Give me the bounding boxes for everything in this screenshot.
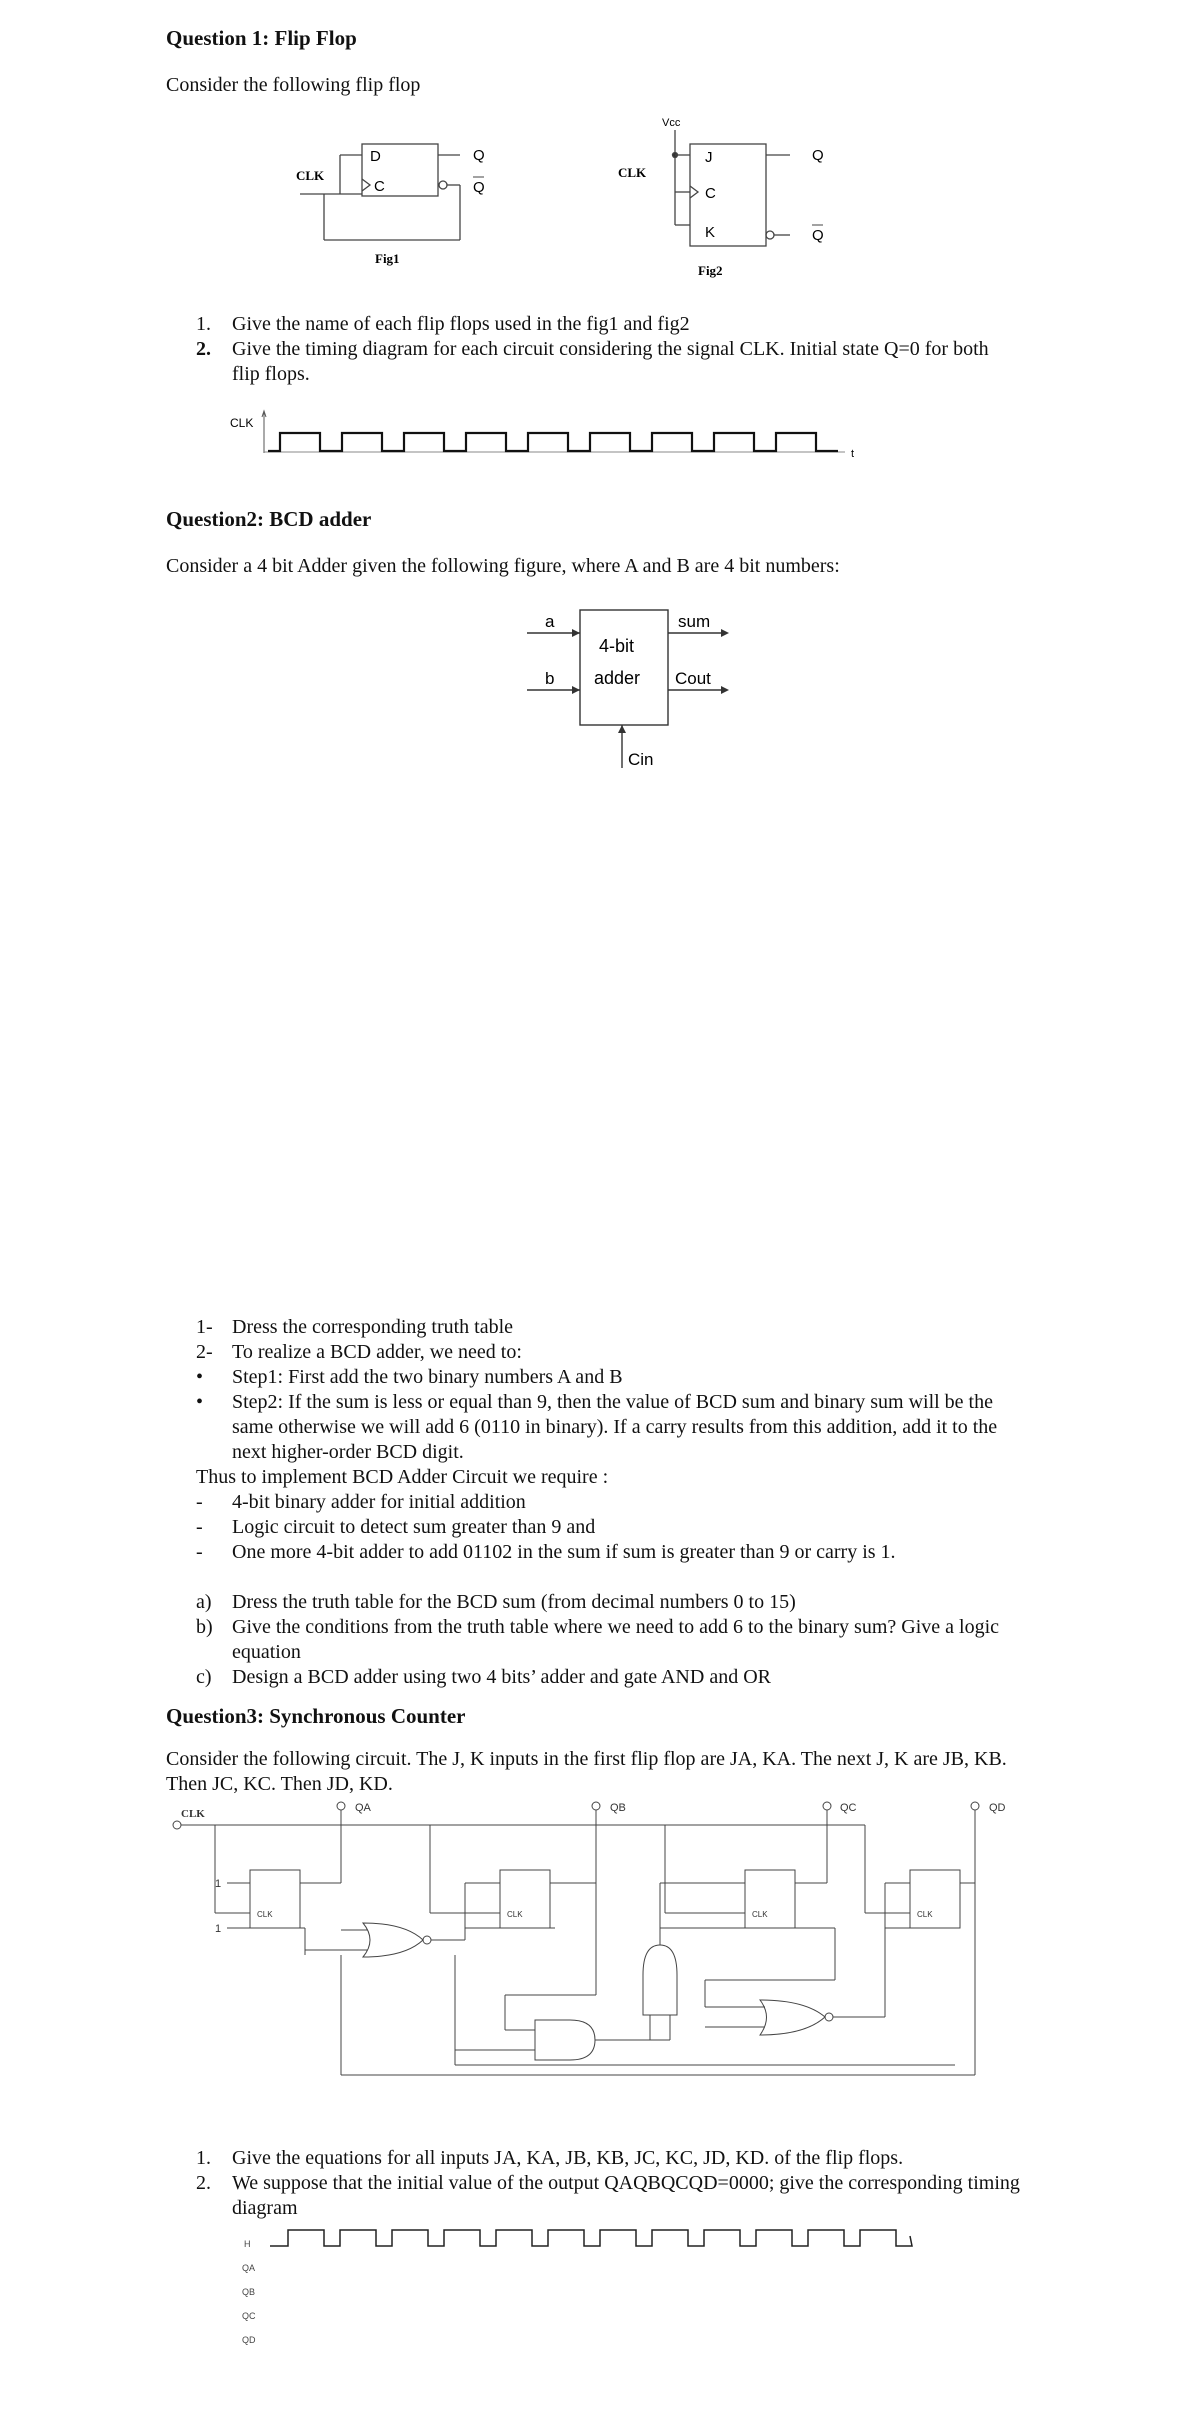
ffc-clk-pin: CLK bbox=[752, 1910, 768, 1919]
fig2-k-label: K bbox=[705, 224, 716, 241]
q2-task: c) Design a BCD adder using two 4 bits’ adder and gate AND and OR bbox=[196, 1666, 771, 1688]
fig2-q-label: Q bbox=[812, 147, 824, 164]
q1-item: 2. Give the timing diagram for each circuit considering the signal CLK. Initial state Q=0 for both flip flops. bbox=[196, 338, 989, 385]
fig1-caption: Fig1 bbox=[375, 251, 400, 266]
clk-timing-label: CLK bbox=[230, 416, 254, 430]
fig1-clk-label: CLK bbox=[296, 168, 325, 183]
adder-input-cin: Cin bbox=[628, 750, 654, 769]
q2-item: • Step1: First add the two binary numbers A and B bbox=[196, 1366, 623, 1388]
fig2-qbar-label: Q bbox=[812, 227, 824, 244]
q2-requirement: - 4-bit binary adder for initial addition bbox=[196, 1491, 526, 1513]
fig1-qbar-label: Q bbox=[473, 179, 485, 196]
q2-question-list bbox=[196, 1315, 1026, 1690]
counter-qb-label: QB bbox=[610, 1802, 626, 1814]
q3-question-list bbox=[196, 2146, 1026, 2221]
flip-flop-figures bbox=[280, 110, 840, 285]
q2-requirement: - One more 4-bit adder to add 01102 in the sum if sum is greater than 9 or carry is 1. bbox=[196, 1541, 896, 1563]
q2-item: • Step2: If the sum is less or equal than 9, then the value of BCD sum and binary sum will be the same otherwise we will add 6 (0110 in binary). If a carry results from this addition, add it to the next higher-order BCD digit. bbox=[196, 1391, 998, 1463]
counter-qd-label: QD bbox=[989, 1802, 1006, 1814]
adder-label-line1: 4-bit bbox=[599, 636, 635, 656]
counter-qc-label: QC bbox=[840, 1802, 857, 1814]
timing-label-qa: QA bbox=[242, 2263, 256, 2273]
clk-timing-axis: t bbox=[851, 448, 855, 460]
q3-item: 1. Give the equations for all inputs JA, KA, JB, KB, JC, KC, JD, KD. of the flip flops. bbox=[196, 2147, 904, 2169]
q2-title: Question2: BCD adder bbox=[166, 507, 372, 531]
q3-item: 2. We suppose that the initial value of the output QAQBQCQD=0000; give the corresponding timing diagram bbox=[196, 2172, 1020, 2219]
ffb-clk-pin: CLK bbox=[507, 1910, 523, 1919]
fig2-c-label: C bbox=[705, 185, 716, 202]
fig1-c-label: C bbox=[374, 178, 385, 195]
adder-output-cout: Cout bbox=[675, 669, 711, 688]
fig2-vcc-label: Vcc bbox=[662, 117, 681, 129]
q1-title: Question 1: Flip Flop bbox=[166, 26, 357, 50]
q1-clk-timing bbox=[220, 405, 910, 465]
q2-task: b) Give the conditions from the truth table where we need to add 6 to the binary sum? Give a logic equation bbox=[196, 1616, 1000, 1663]
synchronous-counter-circuit bbox=[165, 1795, 1025, 2085]
q3-title: Question3: Synchronous Counter bbox=[166, 1704, 466, 1728]
counter-one-j: 1 bbox=[215, 1878, 222, 1890]
counter-clk-label: CLK bbox=[181, 1808, 205, 1820]
q2-thus-line: Thus to implement BCD Adder Circuit we require : bbox=[196, 1466, 609, 1488]
adder-output-sum: sum bbox=[678, 612, 711, 631]
counter-qa-label: QA bbox=[355, 1802, 371, 1814]
fig2-caption: Fig2 bbox=[698, 263, 723, 278]
q2-task: a) Dress the truth table for the BCD sum (from decimal numbers 0 to 15) bbox=[196, 1591, 796, 1613]
adder-input-b: b bbox=[545, 669, 555, 688]
q3-intro: Consider the following circuit. The J, K inputs in the first flip flop are JA, KA. The next J, K are JB, KB. Then JC, KC. Then JD, KD. bbox=[166, 1748, 1007, 1795]
q1-intro: Consider the following flip flop bbox=[166, 74, 421, 96]
counter-one-k: 1 bbox=[215, 1923, 222, 1935]
q1-question-list bbox=[196, 312, 1016, 387]
fig1-q-label: Q bbox=[473, 147, 485, 164]
timing-label-qb: QB bbox=[242, 2287, 256, 2297]
timing-label-qd: QD bbox=[242, 2335, 256, 2345]
q2-intro: Consider a 4 bit Adder given the following figure, where A and B are 4 bit numbers: bbox=[166, 555, 840, 577]
fig2-j-label: J bbox=[705, 149, 713, 166]
adder-label-line2: adder bbox=[594, 668, 641, 688]
q2-requirement: - Logic circuit to detect sum greater than 9 and bbox=[196, 1516, 596, 1538]
q2-item: 1- Dress the corresponding truth table bbox=[196, 1316, 514, 1338]
four-bit-adder-diagram bbox=[525, 600, 745, 780]
timing-label-h: H bbox=[244, 2239, 251, 2249]
ffd-clk-pin: CLK bbox=[917, 1910, 933, 1919]
fig1-d-label: D bbox=[370, 148, 381, 165]
timing-label-qc: QC bbox=[242, 2311, 256, 2321]
q2-item: 2- To realize a BCD adder, we need to: bbox=[196, 1341, 522, 1363]
ffa-clk-pin: CLK bbox=[257, 1910, 273, 1919]
fig2-clk-label: CLK bbox=[618, 165, 647, 180]
fig2-jk-flip-flop bbox=[673, 130, 791, 246]
adder-input-a: a bbox=[545, 612, 555, 631]
q3-timing-diagram bbox=[230, 2228, 1060, 2358]
q1-item: 1. Give the name of each flip flops used in the fig1 and fig2 bbox=[196, 313, 690, 335]
